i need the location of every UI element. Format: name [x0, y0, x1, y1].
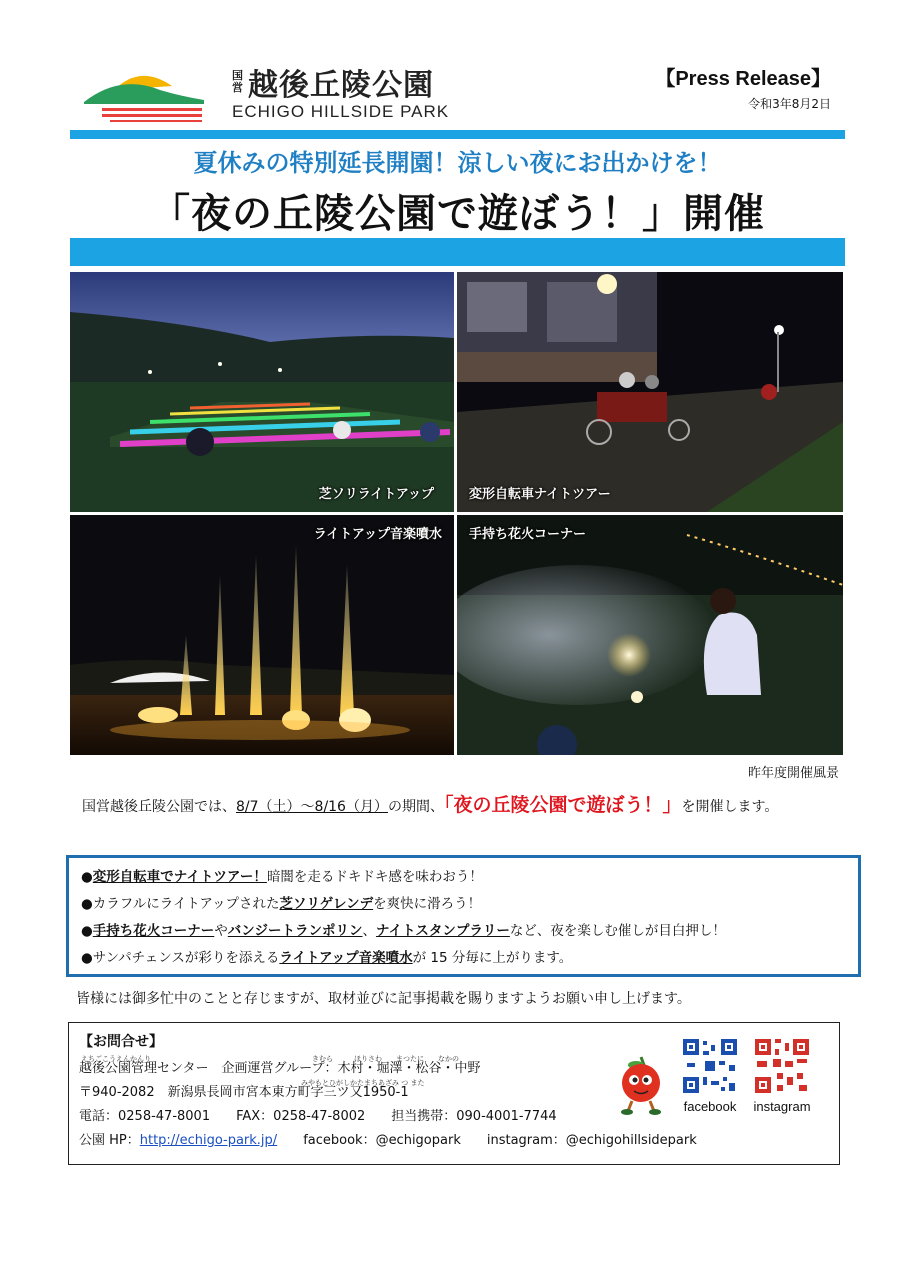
highlight-text: が 15 分毎に上がります。 [412, 950, 573, 966]
event-name: 「夜の丘陵公園で遊ぼう！」 [443, 794, 682, 816]
intro-text-pre: 国営越後丘陵公園では、 [68, 799, 236, 815]
park-logo-mark-icon [80, 66, 206, 122]
instagram-qr-label: instagram [753, 1099, 811, 1114]
contact-heading: 【お問合せ】 [79, 1034, 163, 1050]
instagram-qr-icon[interactable] [753, 1037, 811, 1095]
photo-handheld-fireworks-image [457, 515, 843, 755]
org-furigana: えちごこうえんかんり きむら ほりさわ まつたに なかの [81, 1055, 459, 1063]
highlight-text: や [214, 923, 228, 939]
bullet: ● [81, 896, 93, 912]
logo-prefix: 国営 [232, 69, 243, 94]
highlight-keyword: 変形自転車でナイトツアー！ [92, 869, 267, 885]
highlights-box [66, 855, 861, 977]
highlight-text: 、 [362, 923, 376, 939]
contact-phone: 電話：0258-47-8001 FAX：0258-47-8002 担当携帯：090-4001-7744 [79, 1109, 557, 1124]
park-website-link[interactable]: http://echigo-park.jp/ [139, 1133, 278, 1148]
highlight-keyword: 芝ソリゲレンデ [279, 896, 374, 912]
mascot-icon [614, 1055, 668, 1115]
logo-english-name: ECHIGO HILLSIDE PARK [232, 102, 450, 121]
photo-bicycle-tour [457, 272, 843, 512]
highlight-item [81, 864, 846, 891]
contact-address: 〒940-2082 新潟県長岡市宮本東方町字三ツ又1950-1 [79, 1085, 409, 1100]
highlight-item [81, 891, 846, 918]
photo-caption: 芝ソリライトアップ [318, 487, 434, 502]
photo-caption: 手持ち花火コーナー [469, 527, 587, 542]
sns-accounts: facebook：@echigopark instagram：@echigohillsidepark [277, 1133, 697, 1148]
highlight-text: カラフルにライトアップされた [92, 896, 280, 912]
photo-sled-lightup [70, 272, 454, 512]
intro-paragraph [68, 790, 846, 822]
highlight-text: 暗闇を走るドキドキ感を味わおう！ [266, 869, 483, 885]
facebook-qr-icon[interactable] [681, 1037, 739, 1095]
highlight-item [81, 918, 846, 945]
hp-label: 公園 HP： [79, 1133, 140, 1148]
top-divider [70, 130, 845, 139]
headline-divider [70, 238, 845, 266]
photo-music-fountain [70, 515, 454, 755]
press-request: 皆様には御多忙中のことと存じますが、取材並びに記事掲載を賜りますようお願い申し上げます。 [76, 991, 691, 1007]
release-date: 令和3年8月2日 [748, 97, 831, 111]
photo-music-fountain-image [70, 515, 454, 755]
photo-note: 昨年度開催風景 [747, 766, 839, 781]
park-logo [80, 62, 460, 126]
press-release-label: 【Press Release】 [655, 68, 831, 90]
subtitle: 夏休みの特別延長開園！涼しい夜にお出かけを！ [193, 149, 722, 177]
bullet: ● [81, 923, 93, 939]
intro-text-post: を開催します。 [681, 799, 779, 815]
contact-box [68, 1022, 840, 1165]
facebook-qr-label: facebook [683, 1099, 737, 1114]
contact-web [79, 1129, 829, 1153]
headline: 「夜の丘陵公園で遊ぼう！」開催 [150, 191, 765, 237]
event-period: 8/7（土）～8/16（月） [236, 799, 388, 815]
bullet: ● [81, 950, 93, 966]
highlight-text: など、夜を楽しむ催しが目白押し！ [509, 923, 726, 939]
highlight-text: サンパチェンスが彩りを添える [92, 950, 280, 966]
bullet: ● [81, 869, 93, 885]
highlight-keyword: ナイトスタンプラリー [375, 923, 510, 939]
highlight-keyword: 手持ち花火コーナー [92, 923, 215, 939]
highlight-item [81, 945, 846, 972]
photo-caption: ライトアップ音楽噴水 [313, 527, 442, 542]
photo-caption: 変形自転車ナイトツアー [469, 487, 611, 502]
photo-sled-lightup-image [70, 272, 454, 512]
photo-bicycle-tour-image [457, 272, 843, 512]
highlight-keyword: ライトアップ音楽噴水 [279, 950, 413, 966]
highlight-keyword: バンジートランポリン [227, 923, 363, 939]
contact-organization: 越後公園管理センター 企画運営グループ：木村・堀澤・松谷・中野 [79, 1061, 481, 1076]
press-release-block [655, 62, 831, 112]
logo-name: 越後丘陵公園 [248, 68, 434, 103]
highlight-text: を爽快に滑ろう！ [373, 896, 482, 912]
photo-handheld-fireworks [457, 515, 843, 755]
intro-text-mid: の期間、 [387, 799, 444, 815]
address-furigana: みやもとひがしかたまちあざみ つ また [301, 1079, 425, 1087]
